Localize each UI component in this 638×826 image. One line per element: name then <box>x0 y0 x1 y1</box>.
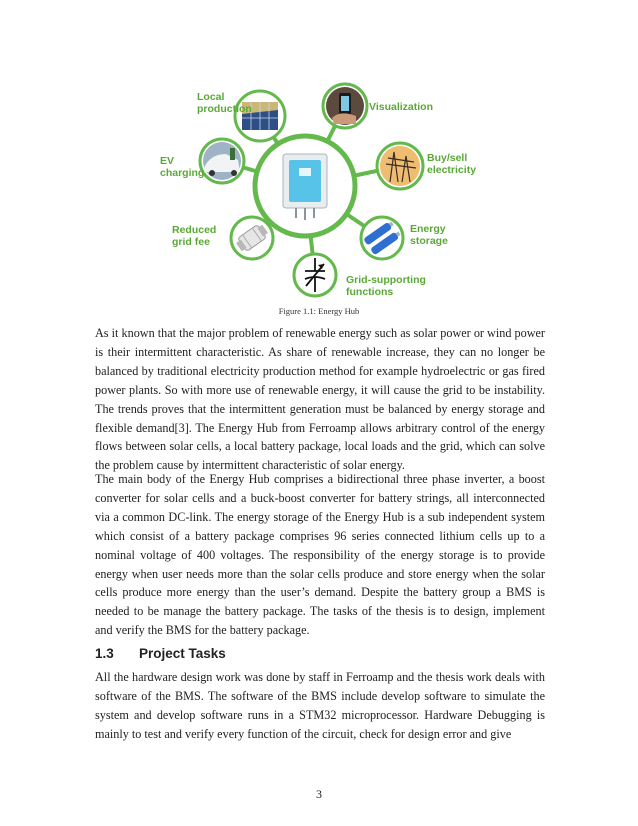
section-heading <box>95 646 226 661</box>
energy-hub-diagram <box>150 78 477 302</box>
battery-icon <box>361 217 403 259</box>
section-title: Project Tasks <box>139 646 226 661</box>
figure-caption: Figure 1.1: Energy Hub <box>278 306 360 316</box>
label-local-production: Local production <box>197 91 252 115</box>
energy-hub-device <box>255 136 355 236</box>
power-pylon-icon <box>377 143 423 189</box>
label-energy-storage: Energy storage <box>410 223 448 247</box>
section-number: 1.3 <box>95 646 114 661</box>
label-grid-supporting-functions: Grid-supporting functions <box>346 274 426 298</box>
label-visualization: Visualization <box>369 101 433 113</box>
visualization-icon <box>323 84 367 128</box>
page-number: 3 <box>316 787 322 801</box>
paragraph-renewable-intermittency: As it known that the major problem of renewable energy such as solar power or wind power is their intermittent characteristic. As share of renewable increase, they can no longer be balanced by traditional electricity production method for example hydroelectric or gas fired power plants. So with more use of renewable energy, it will cause the grid to be instability. The trends proves that the intermittent generation must be balanced by energy storage and flexible demand[3]. The Energy Hub from Ferroamp allows arbitrary control of the energy flows between solar cells, a local battery package, local loads and the grid, which can solve the problem cause by intermittent characteristic of solar energy. <box>95 326 545 473</box>
fuse-icon <box>231 217 273 259</box>
paragraph-energy-hub-body: The main body of the Energy Hub comprises a bidirectional three phase inverter, a boost converter for solar cells and a buck-boost converter for battery strings, all interconnected via a common DC-link. The energy storage of the Energy Hub is a sub independent system which consist of a battery package comprises 96 series connected lithium cells up to a nominal voltage of 400 voltages. The responsibility of the energy storage is to provide energy when user needs more than the solar cells produce and store energy when the solar cells produce more energy than the user’s demand. Despite the battery group a BMS is needed to be manage the battery package. The tasks of the thesis is to design, implement and verify the BMS for the battery package. <box>95 472 545 638</box>
capacitor-symbol-icon <box>294 254 336 296</box>
label-reduced-grid-fee: Reduced grid fee <box>172 224 217 248</box>
energy-hub-figure <box>150 78 477 302</box>
solar-panel-icon <box>235 91 285 141</box>
label-buy-sell-electricity: Buy/sell electricity <box>427 152 477 176</box>
paragraph-project-tasks: All the hardware design work was done by staff in Ferroamp and the thesis work deals with software of the BMS. The software of the BMS include develop software to simulate the system and develop software runs in a STM32 microprocessor. Hardware Debugging is mainly to test and verify every function of the circuit, check for design error and give <box>95 670 545 741</box>
label-ev-charging: EV charging <box>160 155 205 179</box>
ev-charging-icon <box>200 139 244 183</box>
